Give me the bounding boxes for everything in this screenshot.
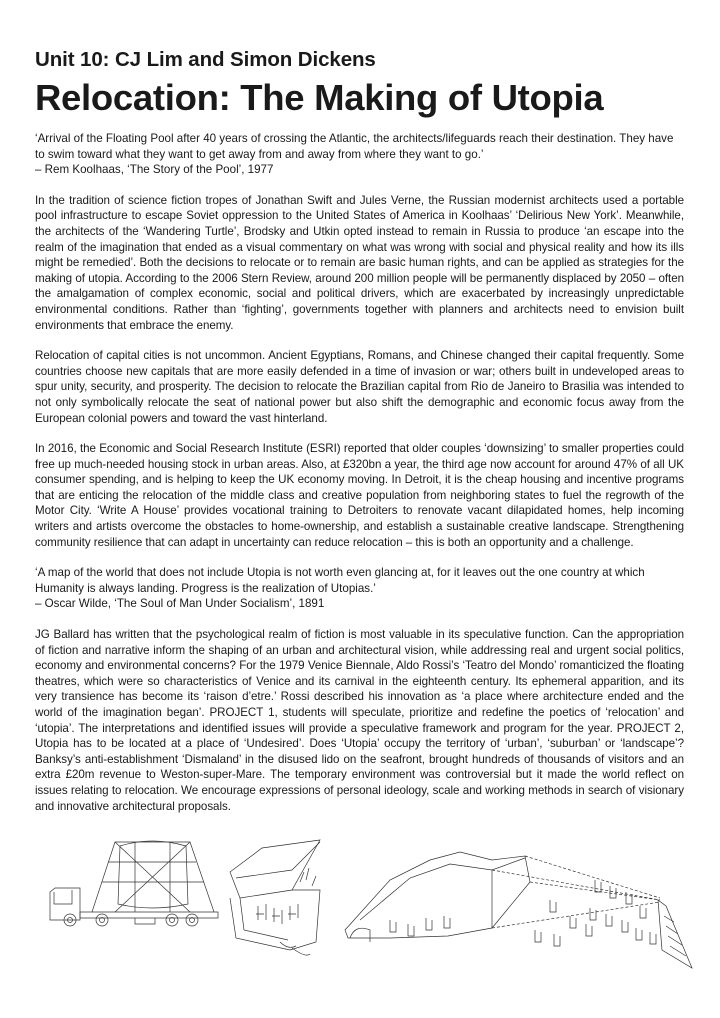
quote-attribution: – Rem Koolhaas, ‘The Story of the Pool’, 1977: [35, 163, 274, 177]
paragraph-stern-review: In the tradition of science fiction tropes of Jonathan Swift and Jules Verne, the Russian modernist architects used a portable pool infrastructure to escape Soviet oppression to the United States of America in Koolhaas’ ‘Delirious New York’. Meanwhile, the architects of the ‘Wandering Turtle’, Brodsky and Utkin opted instead to remain in Russia to produce ‘an escape into the realm of the imagination that ended as a visual commentary on what was wrong with social and physical reality and how its ills might be remedied’. Both the decisions to relocate or to remain are basic human rights, and can be applied as strategies for the making of utopia. According to the 2006 Stern Review, around 200 million people will be permanently displaced by 2050 – often the amalgamation of complex economic, social and political drivers, which are exacerbated by increasingly unpredictable environmental conditions. Rather than ‘fighting’, governments together with planners and architects need to envision built environments that embrace the enemy.: [35, 193, 684, 332]
quote-attribution: – Oscar Wilde, ‘The Soul of Man Under Socialism’, 1891: [35, 597, 325, 611]
unit-title: Unit 10: CJ Lim and Simon Dickens: [35, 48, 376, 71]
paragraph-esri-detroit: In 2016, the Economic and Social Research Institute (ESRI) reported that older couples ‘downsizing’ to smaller properties could free up much-needed housing stock in urban areas. Also, at £320bn a year, the third age now account for around 47% of all UK consumer spending, and is helping to keep the UK economy moving. In Detroit, it is the cheap housing and incentive programs that are enticing the relocation of the middle class and creative population from neighboring states to fuel the regrowth of the Motor City. ‘Write A House’ provides vocational training to Detroiters to renovate vacant dilapidated homes, help incoming writers and artists overcome the obstacles to home-ownership, and establish a sustainable creative landscape. Strengthening community resilience that can adapt in uncertainty can reduce relocation – this is both an opportunity and a challenge.: [35, 442, 684, 549]
projection-theatre-with-chairs-drawing: [345, 852, 692, 968]
wilde-quote: [35, 565, 684, 612]
open-box-with-chairs-drawing: [230, 840, 320, 955]
quote-text: ‘Arrival of the Floating Pool after 40 years of crossing the Atlantic, the architects/lifeguards reach their destination. They have to swim toward what they want to get away from and away from where they want to go.’: [35, 132, 674, 161]
document-page: [35, 48, 684, 814]
opening-quote: [35, 131, 684, 178]
illustrations-strip: [30, 820, 700, 1000]
main-title: Relocation: The Making of Utopia: [35, 77, 604, 118]
truck-carrying-structure-drawing: [50, 841, 218, 926]
paragraph-ballard-projects: JG Ballard has written that the psychological realm of fiction is most valuable in its speculative function. Can the appropriation of fiction and narrative inform the shaping of an urban and architectural vision, while addressing real and urgent social politics, economy and environmental concerns? For the 1979 Venice Biennale, Aldo Rossi’s ‘Teatro del Mondo’ romanticized the floating theatres, which were so characteristics of Venice and its carnival in the eighteenth century. Its ephemeral apparition, and its very transience has become its ‘raison d’etre.’ Rossi described his innovation as ‘a place where architecture ended and the world of the imagination began’. PROJECT 1, students will speculate, prioritize and redefine the poetics of ‘relocation’ and ‘utopia’. The interpretations and identified issues will provide a speculative framework and program for the year. PROJECT 2, Utopia has to be located at a place of ‘Undesired’. Does ‘Utopia’ occupy the territory of ‘urban’, ‘suburban’ or ‘landscape’? Banksy’s anti-establishment ‘Dismaland’ in the disused lido on the seafront, brought hundreds of thousands of visitors and an extra £20m revenue to Weston-super-Mare. The temporary environment was controversial but it made the world reflect on issues relating to relocation. We encourage expressions of personal ideology, scale and working methods in search of visionary and innovative architectural proposals.: [35, 628, 684, 813]
paragraph-capital-cities: Relocation of capital cities is not uncommon. Ancient Egyptians, Romans, and Chinese changed their capital frequently. Some countries choose new capitals that are more easily defended in a time of invasion or war; others built in undeveloped areas to spur unity, security, and prosperity. The decision to relocate the Brazilian capital from Rio de Janeiro to Brasilia was intended to not only symbolically relocate the seat of national power but also shift the demographic and economic focus away from the European colonial powers and toward the vast hinterland.: [35, 349, 684, 425]
quote-text: ‘A map of the world that does not include Utopia is not worth even glancing at, for it leaves out the one country at which Humanity is always landing. Progress is the realization of Utopias.’: [35, 566, 645, 595]
